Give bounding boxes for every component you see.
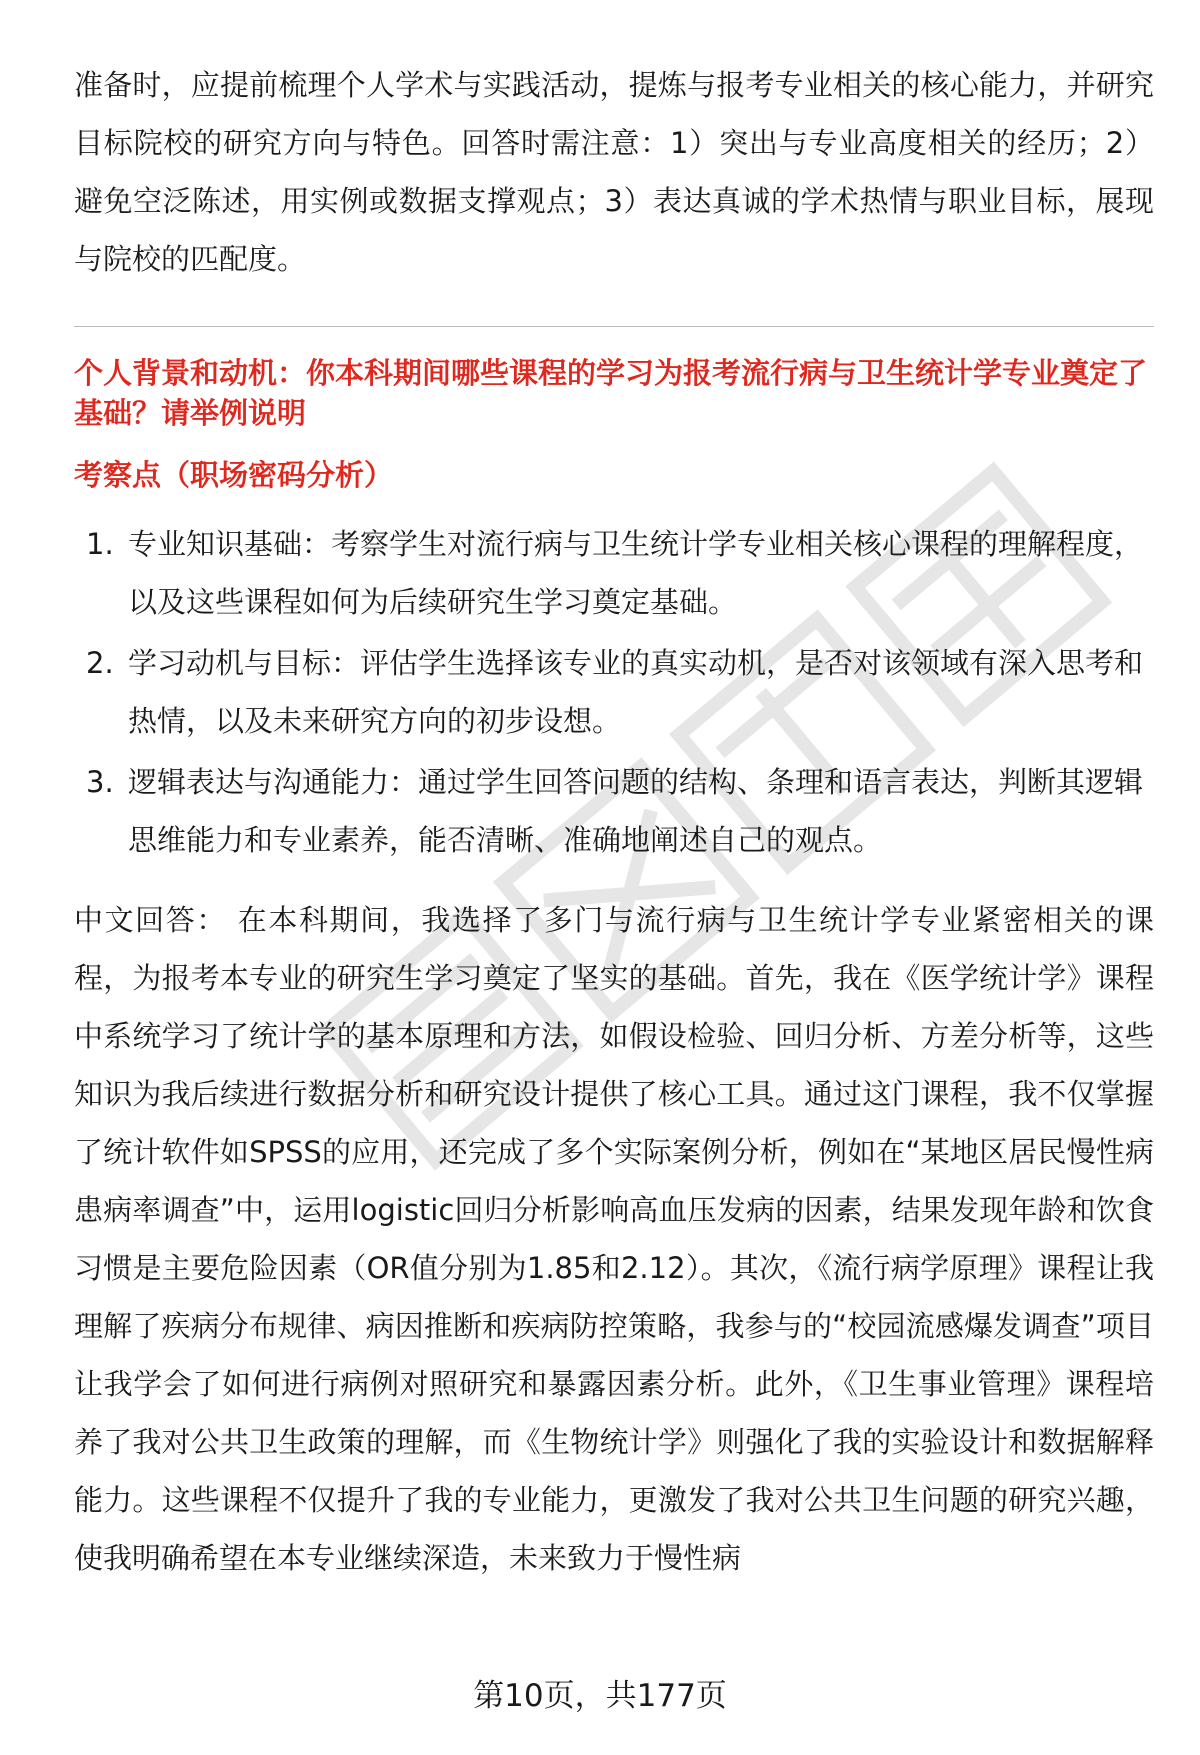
list-item-number: 1. xyxy=(86,527,114,561)
list-item xyxy=(74,634,1154,750)
section-divider xyxy=(74,326,1154,327)
list-item-number: 2. xyxy=(86,646,114,680)
list-item-text: 学习动机与目标：评估学生选择该专业的真实动机，是否对该领域有深入思考和热情，以及未来研究方向的初步设想。 xyxy=(128,646,1144,738)
intro-paragraph: 准备时，应提前梳理个人学术与实践活动，提炼与报考专业相关的核心能力，并研究目标院校的研究方向与特色。回答时需注意：1）突出与专业高度相关的经历；2）避免空泛陈述，用实例或数据支撑观点；3）表达真诚的学术热情与职业目标，展现与院校的匹配度。 xyxy=(74,68,1154,276)
assessment-heading: 考察点（职场密码分析） xyxy=(74,458,394,492)
list-item-text: 逻辑表达与沟通能力：通过学生回答问题的结构、条理和语言表达，判断其逻辑思维能力和专业素养，能否清晰、准确地阐述自己的观点。 xyxy=(128,765,1144,857)
question-heading: 个人背景和动机：你本科期间哪些课程的学习为报考流行病与卫生统计学专业奠定了基础？请举例说明 xyxy=(74,356,1148,430)
list-item-number: 3. xyxy=(86,765,114,799)
list-item-text: 专业知识基础：考察学生对流行病与卫生统计学专业相关核心课程的理解程度，以及这些课程如何为后续研究生学习奠定基础。 xyxy=(128,527,1144,619)
page-number-footer: 第10页，共177页 xyxy=(473,1678,727,1714)
assessment-points-list xyxy=(74,515,1154,869)
answer-paragraph: 中文回答： 在本科期间，我选择了多门与流行病与卫生统计学专业紧密相关的课程，为报考本专业的研究生学习奠定了坚实的基础。首先，我在《医学统计学》课程中系统学习了统计学的基本原理和方法，如假设检验、回归分析、方差分析等，这些知识为我后续进行数据分析和研究设计提供了核心工具。通过这门课程，我不仅掌握了统计软件如SPSS的应用，还完成了多个实际案例分析，例如在“某地区居民慢性病患病率调查”中，运用logistic回归分析影响高血压发病的因素，结果发现年龄和饮食习惯是主要危险因素（OR值分别为1.85和2.12）。其次，《流行病学原理》课程让我理解了疾病分布规律、病因推断和疾病防控策略，我参与的“校园流感爆发调查”项目让我学会了如何进行病例对照研究和暴露因素分析。此外，《卫生事业管理》课程培养了我对公共卫生政策的理解，而《生物统计学》则强化了我的实验设计和数据解释能力。这些课程不仅提升了我的专业能力，更激发了我对公共卫生问题的研究兴趣，使我明确希望在本专业继续深造，未来致力于慢性病 xyxy=(74,903,1154,1575)
page-content xyxy=(74,56,1154,1587)
list-item xyxy=(74,515,1154,631)
list-item xyxy=(74,753,1154,869)
